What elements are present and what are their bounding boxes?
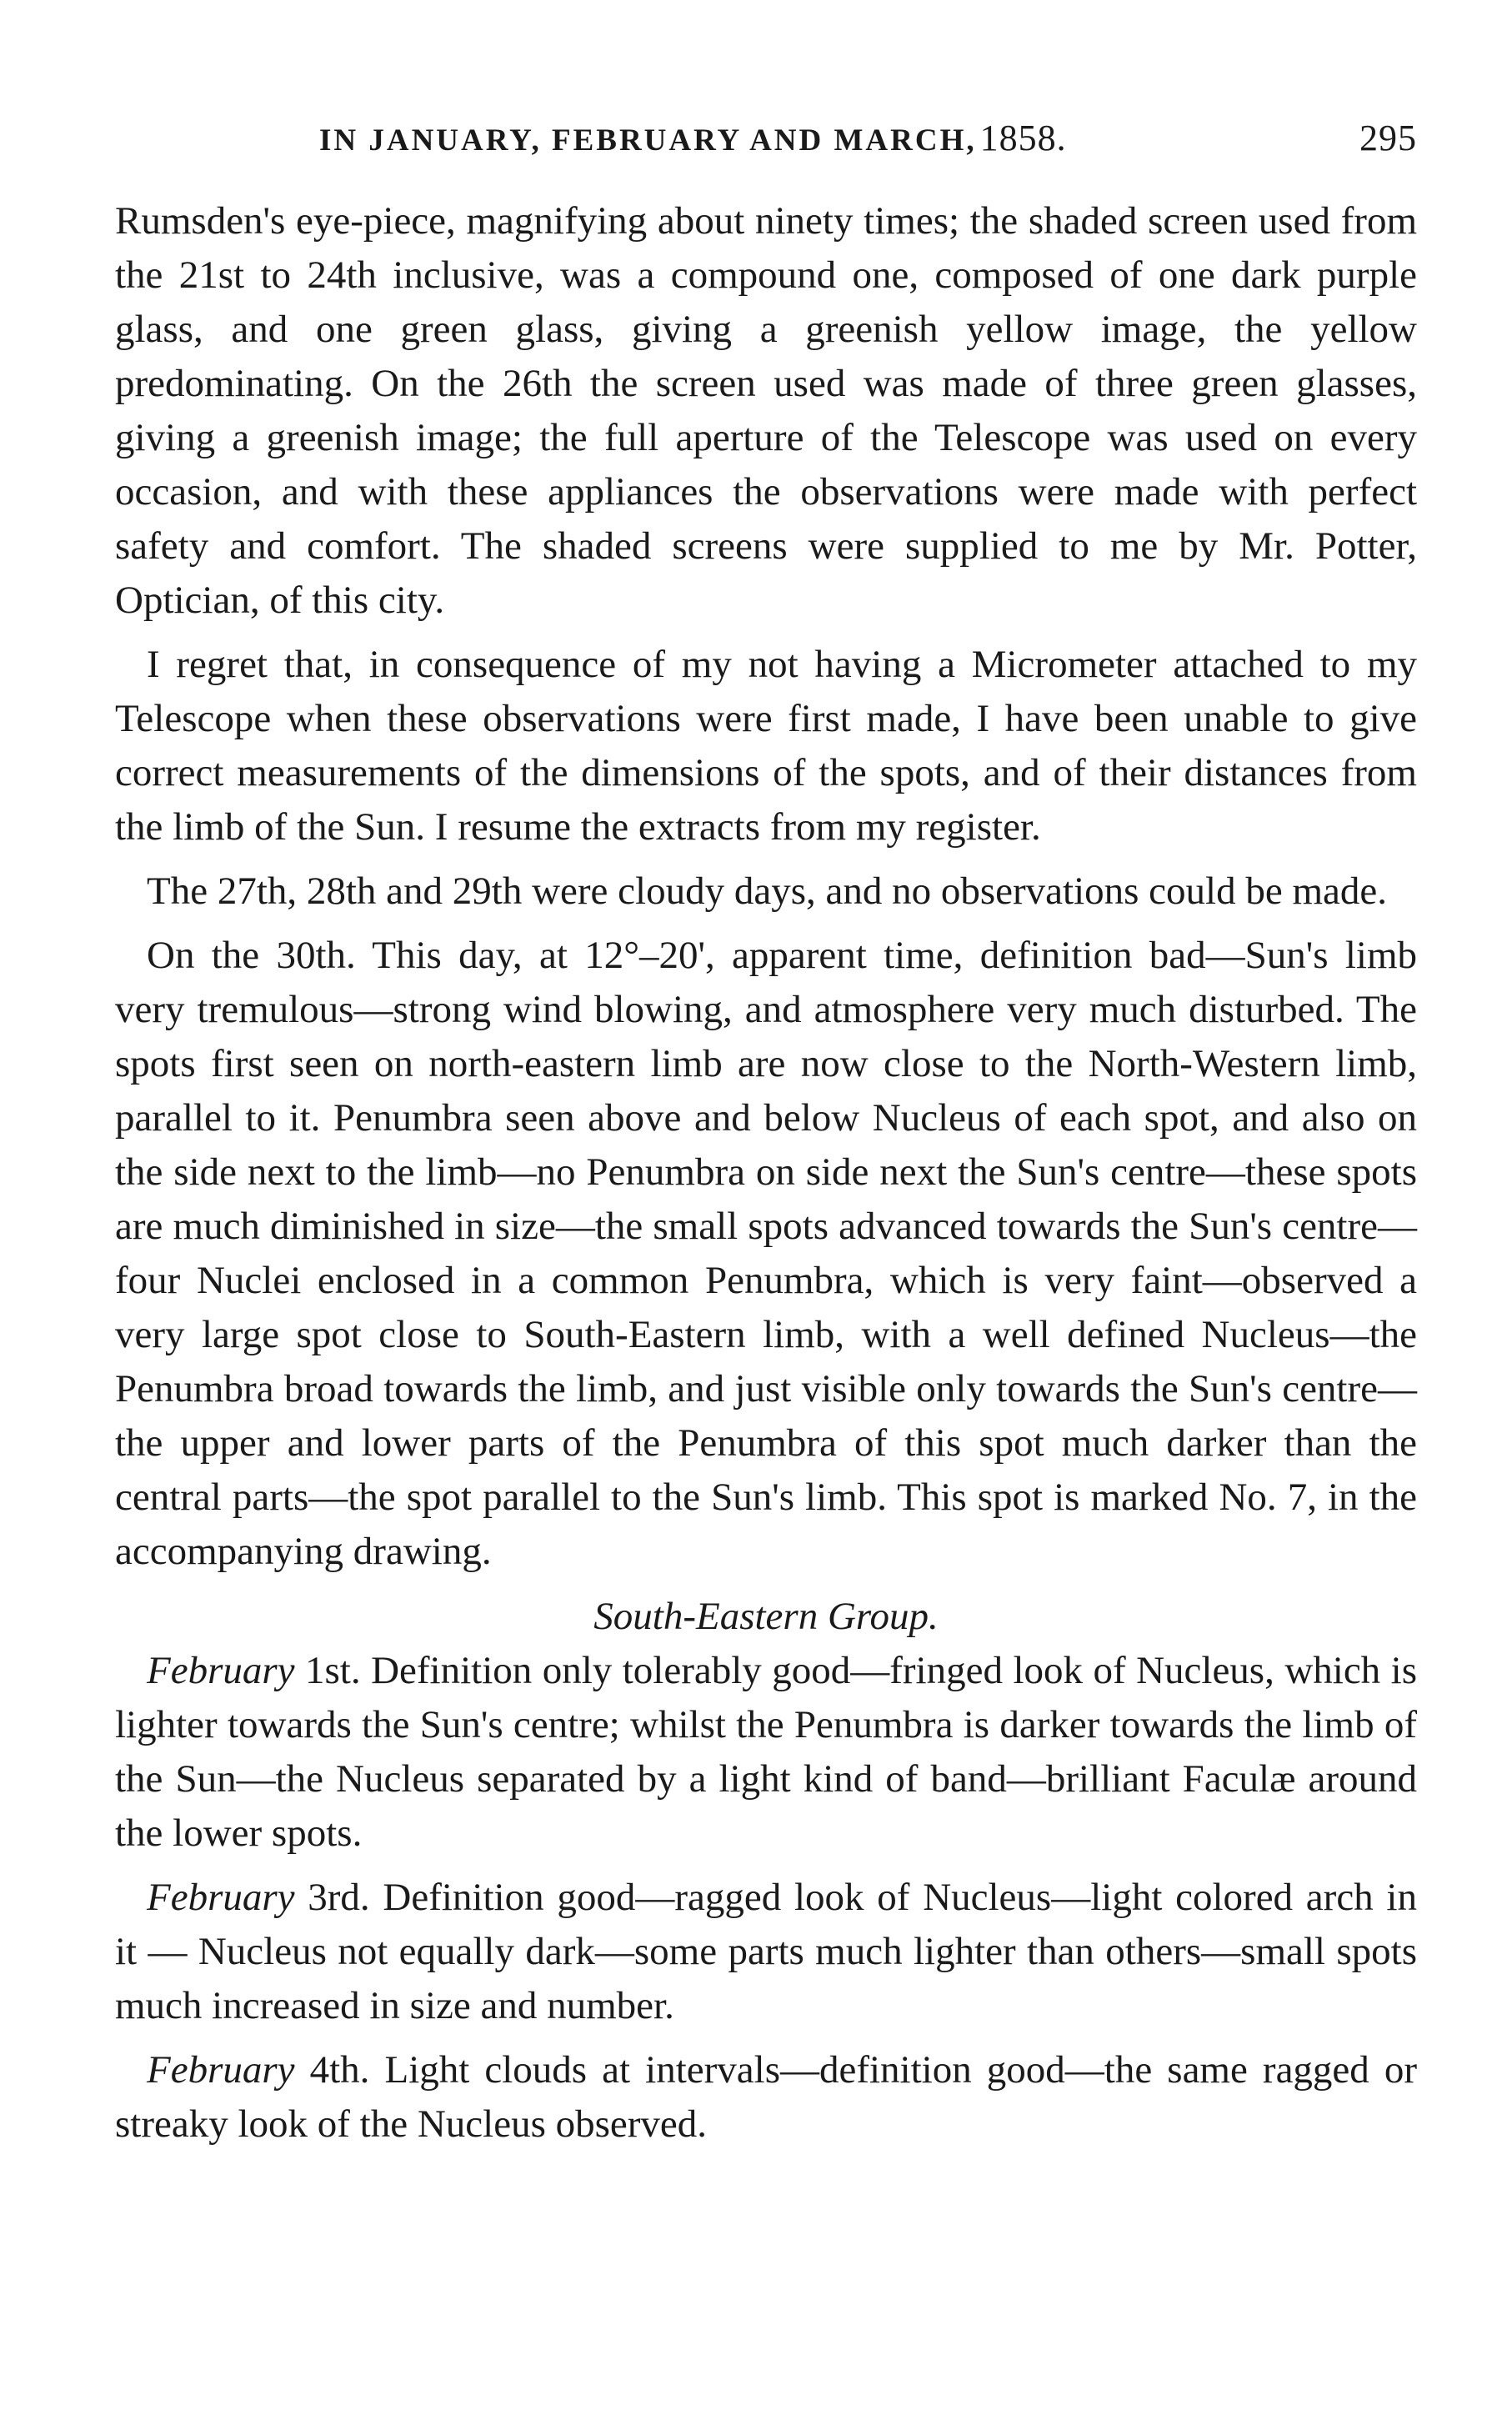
entry-date: February bbox=[147, 1876, 295, 1919]
entry-day: 4th. bbox=[309, 2048, 370, 2092]
entry-day: 3rd. bbox=[308, 1876, 370, 1919]
paragraph: I regret that, in consequence of my not having a Micrometer attached to my Telescope when these observations were first made, I have been unable to give correct measurements of the dimensions of the spots, and of their distances from the limb of the Sun. I resume the extracts from my register. bbox=[115, 643, 1417, 849]
entry-text: Light clouds at intervals—definition good—the same ragged or streaky look of the Nucleus observed. bbox=[115, 2048, 1418, 2146]
paragraph: The 27th, 28th and 29th were cloudy days, and no observations could be made. bbox=[147, 869, 1387, 913]
running-title-group bbox=[319, 117, 1067, 159]
paragraph: On the 30th. This day, at 12°–20', apparent time, definition bad—Sun's limb very tremulous—strong wind blowing, and atmosphere very much disturbed. The spots first seen on north-eastern limb are now close to the North-Western limb, parallel to it. Penumbra seen above and below Nucleus of each spot, and also on the side next to the limb—no Penumbra on side next the Sun's centre—these spots are much diminished in size—the small spots advanced towards the Sun's centre—four Nuclei enclosed in a common Penumbra, which is very faint—observed a very large spot close to South-Eastern limb, with a well defined Nucleus—the Penumbra broad towards the limb, and just visible only towards the Sun's centre—the upper and lower parts of the Penumbra of this spot much darker than the central parts—the spot parallel to the Sun's limb. This spot is marked No. 7, in the accompanying drawing. bbox=[115, 934, 1417, 1573]
entry-text: Definition good—ragged look of Nucleus—light colored arch in it — Nucleus not equally dark—some parts much lighter than others—small spots much increased in size and number. bbox=[115, 1876, 1417, 2027]
page-number: 295 bbox=[1359, 118, 1417, 158]
dated-entry bbox=[115, 2043, 1417, 2152]
running-header bbox=[115, 117, 1417, 159]
entry-date: February bbox=[147, 1649, 295, 1692]
entry-date: February bbox=[147, 2048, 295, 2092]
entry-text: Definition only tolerably good—fringed look of Nucleus, which is lighter towards the Sun's centre; whilst the Penumbra is darker towards the limb of the Sun—the Nucleus separated by a light kind of band—brilliant Faculæ around the lower spots. bbox=[115, 1649, 1417, 1855]
entry-day: 1st. bbox=[304, 1649, 361, 1692]
running-title: IN JANUARY, FEBRUARY AND MARCH, bbox=[319, 123, 977, 158]
header-year: 1858. bbox=[979, 118, 1067, 158]
book-page bbox=[115, 117, 1417, 2162]
section-heading: South-Eastern Group. bbox=[593, 1595, 939, 1638]
paragraph: Rumsden's eye-piece, magnifying about ninety times; the shaded screen used from the 21st to 24th inclusive, was a compound one, composed of one dark purple glass, and one green glass, giving a greenish yellow image, the yellow predominating. On the 26th the screen used was made of three green glasses, giving a greenish image; the full aperture of the Telescope was used on every occasion, and with these appliances the observations were made with perfect safety and comfort. The shaded screens were supplied to me by Mr. Potter, Optician, of this city. bbox=[115, 199, 1417, 622]
dated-entry bbox=[115, 1871, 1417, 2033]
dated-entry bbox=[115, 1644, 1417, 1861]
